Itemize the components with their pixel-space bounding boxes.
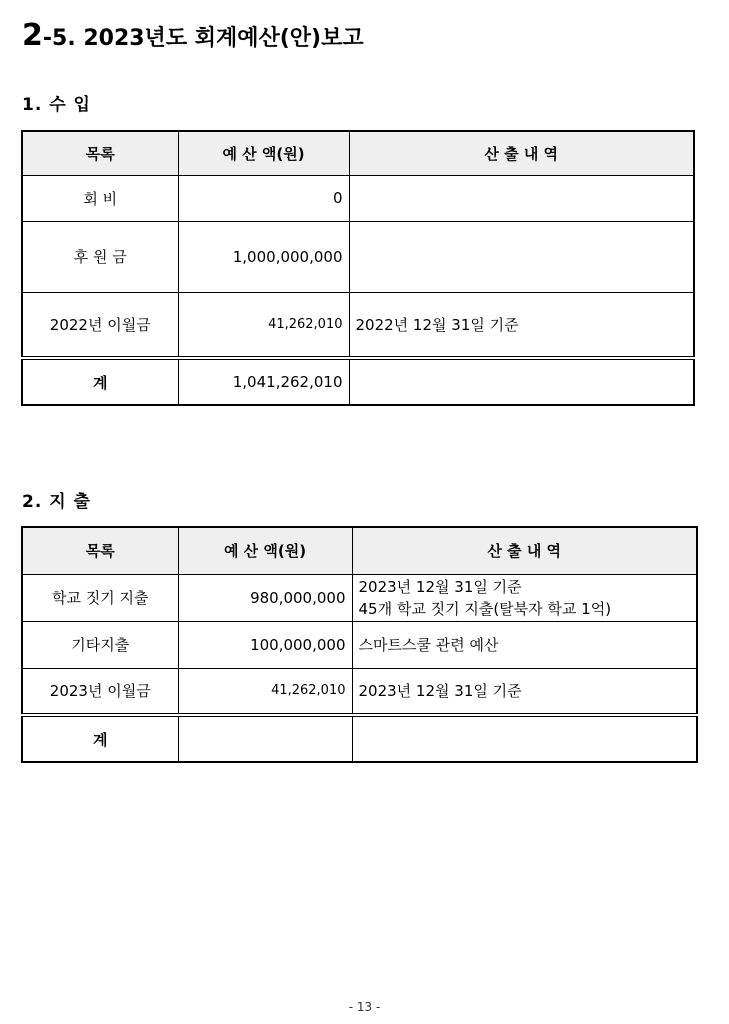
income-total-amount: 1,041,262,010 [178,358,349,405]
expense-note-line: 2023년 12월 31일 기준 [358,681,522,700]
income-header-note: 산 출 내 역 [349,131,694,175]
income-amount: 0 [178,175,349,221]
expense-note [352,574,697,621]
income-category: 2022년 이월금 [22,292,178,358]
table-row [22,175,694,221]
expense-header-note: 산 출 내 역 [352,527,697,574]
income-table [21,130,695,406]
expense-total-amount [178,715,352,762]
income-total-label: 계 [22,358,178,405]
table-row [22,621,697,668]
expense-note-line: 2023년 12월 31일 기준 [358,577,522,596]
income-category: 회 비 [22,175,178,221]
income-heading: 1. 수 입 [22,95,91,115]
expense-note [352,621,697,668]
expense-category: 2023년 이월금 [22,668,178,715]
table-row [22,668,697,715]
income-note: 2022년 12월 31일 기준 [349,292,694,358]
expense-category: 학교 짓기 지출 [22,574,178,621]
income-amount: 1,000,000,000 [178,221,349,292]
expense-header-row [22,527,697,574]
expense-amount: 100,000,000 [178,621,352,668]
expense-heading: 2. 지 출 [22,492,91,512]
expense-total-row [22,715,697,762]
expense-header-category: 목록 [22,527,178,574]
expense-amount: 980,000,000 [178,574,352,621]
table-row [22,292,694,358]
table-row [22,221,694,292]
income-amount: 41,262,010 [178,292,349,358]
income-note [349,175,694,221]
income-total-row [22,358,694,405]
expense-table [21,526,698,763]
income-total-note [349,358,694,405]
income-note [349,221,694,292]
page-title-text: -5. 2023년도 회계예산(안)보고 [42,26,364,51]
expense-note-line: 스마트스쿨 관련 예산 [358,635,499,654]
page-number: - 13 - [348,1000,381,1014]
income-header-category: 목록 [22,131,178,175]
page-title-number: 2 [22,18,43,53]
expense-total-label: 계 [22,715,178,762]
income-header-row [22,131,694,175]
expense-total-note [352,715,697,762]
income-header-amount: 예 산 액(원) [178,131,349,175]
expense-note [352,668,697,715]
expense-category: 기타지출 [22,621,178,668]
page-title [22,18,364,53]
expense-header-amount: 예 산 액(원) [178,527,352,574]
income-category: 후 원 금 [22,221,178,292]
expense-amount: 41,262,010 [178,668,352,715]
expense-note-line: 45개 학교 짓기 지출(탈북자 학교 1억) [358,599,612,618]
table-row [22,574,697,621]
